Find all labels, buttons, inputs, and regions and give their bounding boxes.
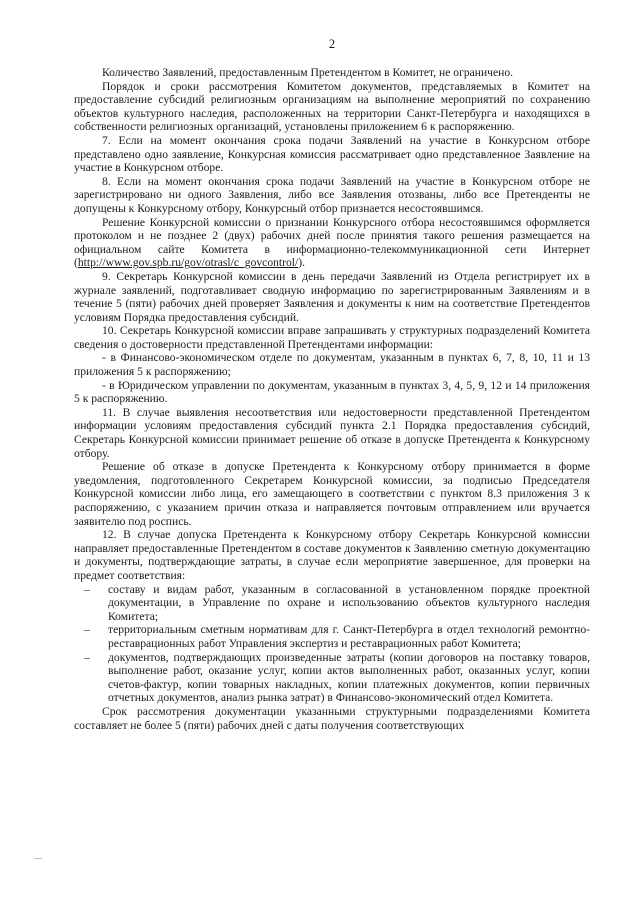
official-site-link[interactable]: http://www.gov.spb.ru/gov/otrasl/c_govcontrol/ [77,256,299,270]
paragraph-item-11: 11. В случае выявления несоответствия или недостоверности представленной Претендентом информации условиям предоставления субсидий пункта 2.1 Порядка предоставления субсидий, Секретарь Конкурсной комиссии принимает решение об отказе в допуске Претендента к Конкурсному отбору. [74,405,590,460]
dash-bullet: – [84,623,90,637]
paragraph-review-procedure: Порядок и сроки рассмотрения Комитетом документов, представляемых в Комитет на предоставление субсидий религиозным организациям на выполнение мероприятий по сохранению объектов культурного наследия, расположенных на территории Санкт-Петербурга и находящихся в собственности религиозных организаций, установлены приложением 6 к распоряжению. [74,79,590,134]
paragraph-item-9: 9. Секретарь Конкурсной комиссии в день передачи Заявлений из Отдела регистрирует их в журнале заявлений, подготавливает сводную информацию по зарегистрированным Заявлениям и в течение 5 (пяти) рабочих дней проверяет Заявления и документы к ним на соответствие Претендентов условиям Порядка предоставления субсидий. [74,269,590,324]
paragraph-failed-selection-decision [74,216,590,270]
list-item [74,623,590,650]
document-body [74,66,590,732]
list-item-text: составу и видам работ, указанным в согласованной в установленном порядке проектной документации, в Управление по охране и использованию объектов культурного наследия Комитета; [108,582,590,623]
verification-list [74,583,590,705]
paragraph-item-10: 10. Секретарь Конкурсной комиссии вправе запрашивать у структурных подразделений Комитета сведения о достоверности представленной Претендентами информации: [74,324,590,351]
dash-bullet: – [84,582,90,596]
page-number: 2 [328,37,336,51]
list-item [74,583,590,624]
list-item-text: документов, подтверждающих произведенные затраты (копии договоров на поставку товаров, выполнение работ, оказание услуг, копии актов выполненных работ, оказанных услуг, копии счетов-фактур, копии товарных накладных, копии платежных документов, копии первичных отчетных документов, анализ рынка затрат) в Финансово-экономический отдел Комитета. [108,650,590,705]
paragraph-finance-department: - в Финансово-экономическом отделе по документам, указанным в пунктах 6, 7, 8, 10, 11 и 13 приложения 5 к распоряжению; [74,351,590,379]
scan-edge-mark [34,858,42,859]
list-item-text: территориальным сметным нормативам для г. Санкт-Петербурга в отдел технологий ремонтно-реставрационных работ Управления экспертиз и реставрационных работ Комитета; [108,623,590,650]
paragraph-text-after-link: ). [298,256,306,270]
paragraph-applications-count: Количество Заявлений, предоставленным Претендентом в Комитет, не ограничено. [102,66,514,79]
paragraph-item-8: 8. Если на момент окончания срока подачи Заявлений на участие в Конкурсном отборе не зарегистрировано ни одного Заявления, либо все Заявления отозваны, либо все Претенденты не допущены к Конкурсному отбору, Конкурсный отбор признается несостоявшимся. [74,174,590,215]
paragraph-refusal-notice: Решение об отказе в допуске Претендента к Конкурсному отбору принимается в форме уведомления, подготовленного Секретарем Конкурсной комиссии, за подписью Председателя Конкурсной комиссии либо лица, его замещающего в соответствии с пунктом 8.3 приложения 3 к распоряжению, с указанием причин отказа и направляется почтовым отправлением или вручается заявителю под роспись. [74,460,590,528]
paragraph-text-before-link: Решение Конкурсной комиссии о признании Конкурсного отбора несостоявшимся оформляется протоколом и не позднее 2 (двух) рабочих дней после принятия такого решения размещается на официальном сайте Комитета в информационно-телекоммуникационной сети Интернет ( [74,215,590,270]
paragraph-item-7: 7. Если на момент окончания срока подачи Заявлений на участие в Конкурсном отборе представлено одно заявление, Конкурсная комиссия рассматривает одно представленное Заявление на участие в Конкурсном отборе. [74,133,590,175]
paragraph-item-12: 12. В случае допуска Претендента к Конкурсному отбору Секретарь Конкурсной комиссии направляет предоставленные Претендентом в составе документов к Заявлению сметную документацию и документы, подтверждающие затраты, в случае если мероприятие завершенное, для проверки на предмет соответствия: [74,528,590,582]
paragraph-legal-department: - в Юридическом управлении по документам, указанным в пунктах 3, 4, 5, 9, 12 и 14 приложения 5 к распоряжению. [74,378,590,406]
list-item [74,651,590,705]
paragraph-review-term: Срок рассмотрения документации указанными структурными подразделениями Комитета составляет не более 5 (пяти) рабочих дней с даты получения соответствующих [74,704,590,732]
dash-bullet: – [84,650,90,664]
